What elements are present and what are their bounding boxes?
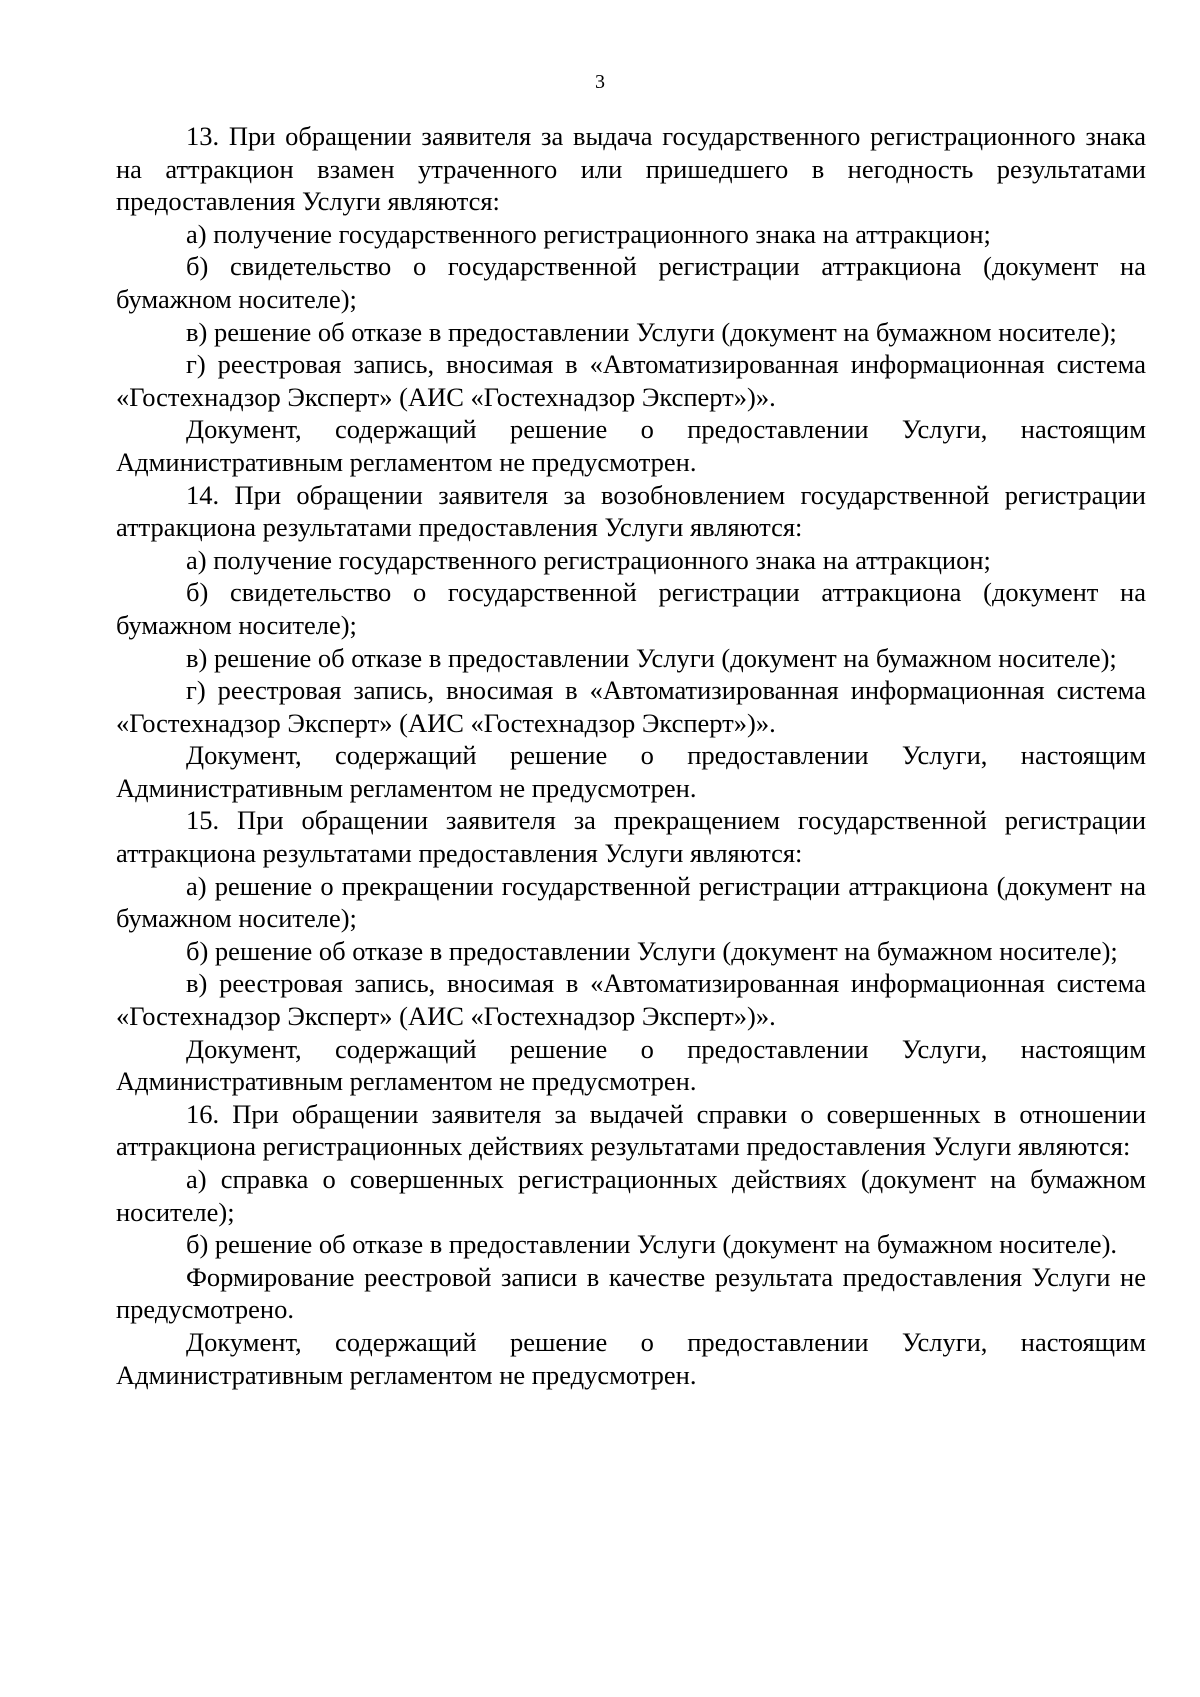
paragraph-15-note: Документ, содержащий решение о предоставлении Услуги, настоящим Административным регламентом не предусмотрен.: [116, 1033, 1146, 1097]
paragraph-13-note: Документ, содержащий решение о предоставлении Услуги, настоящим Административным регламентом не предусмотрен.: [116, 414, 1146, 477]
paragraph-13-item-v: в) решение об отказе в предоставлении Услуги (документ на бумажном носителе);: [186, 316, 1117, 347]
paragraph-16-item-b: б) решение об отказе в предоставлении Услуги (документ на бумажном носителе).: [186, 1229, 1118, 1260]
paragraph-14-item-v: в) решение об отказе в предоставлении Услуги (документ на бумажном носителе);: [186, 642, 1117, 673]
paragraph-15-item-a: а) решение о прекращении государственной регистрации аттракциона (документ на бумажном носителе);: [116, 870, 1146, 934]
paragraph-16-note: Документ, содержащий решение о предоставлении Услуги, настоящим Административным регламентом не предусмотрен.: [116, 1326, 1146, 1390]
paragraph-16-registry-note: Формирование реестровой записи в качестве результата предоставления Услуги не предусмотрено.: [116, 1261, 1146, 1325]
paragraph-16-intro: 16. При обращении заявителя за выдачей справки о совершенных в отношении аттракциона регистрационных действиях результатами предоставления Услуги являются:: [116, 1098, 1146, 1162]
paragraph-13-item-a: а) получение государственного регистрационного знака на аттракцион;: [186, 218, 991, 249]
paragraph-13-item-b: б) свидетельство о государственной регистрации аттракциона (документ на бумажном носителе);: [116, 251, 1146, 314]
paragraph-15-intro: 15. При обращении заявителя за прекращением государственной регистрации аттракциона результатами предоставления Услуги являются:: [116, 805, 1146, 869]
paragraph-14-item-a: а) получение государственного регистрационного знака на аттракцион;: [186, 544, 991, 575]
paragraph-14-intro: 14. При обращении заявителя за возобновлением государственной регистрации аттракциона результатами предоставления Услуги являются:: [116, 479, 1146, 543]
page-number: 3: [595, 71, 605, 93]
paragraph-14-note: Документ, содержащий решение о предоставлении Услуги, настоящим Административным регламентом не предусмотрен.: [116, 740, 1146, 803]
paragraph-15-item-v: в) реестровая запись, вносимая в «Автоматизированная информационная система «Гостехнадзор Эксперт» (АИС «Гостехнадзор Эксперт»)».: [116, 968, 1146, 1032]
paragraph-15-item-b: б) решение об отказе в предоставлении Услуги (документ на бумажном носителе);: [186, 935, 1118, 966]
paragraph-13-item-g: г) реестровая запись, вносимая в «Автоматизированная информационная система «Гостехнадзор Эксперт» (АИС «Гостехнадзор Эксперт»)».: [116, 349, 1146, 412]
paragraph-16-item-a: а) справка о совершенных регистрационных действиях (документ на бумажном носителе);: [116, 1164, 1146, 1227]
document-body: [116, 120, 1146, 1391]
paragraph-14-item-b: б) свидетельство о государственной регистрации аттракциона (документ на бумажном носителе);: [116, 577, 1146, 640]
paragraph-14-item-g: г) реестровая запись, вносимая в «Автоматизированная информационная система «Гостехнадзор Эксперт» (АИС «Гостехнадзор Эксперт»)».: [116, 675, 1146, 738]
paragraph-13-intro: 13. При обращении заявителя за выдача государственного регистрационного знака на аттракцион взамен утраченного или пришедшего в негодность результатами предоставления Услуги являются:: [116, 121, 1146, 217]
